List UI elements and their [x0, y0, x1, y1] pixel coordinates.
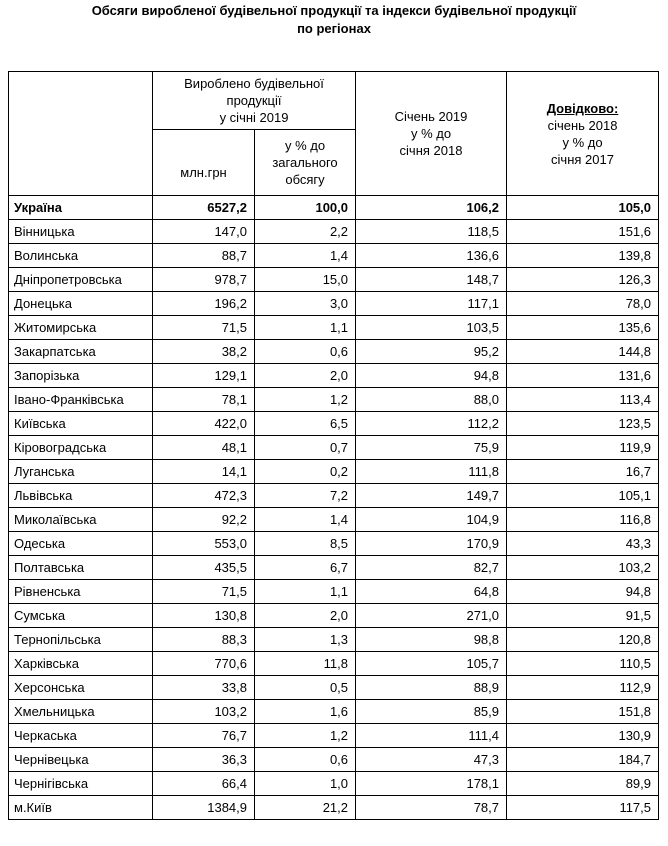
table-row — [9, 340, 659, 364]
share-cell: 1,6 — [255, 700, 356, 724]
mln-cell: 76,7 — [153, 724, 255, 748]
mln-cell: 66,4 — [153, 772, 255, 796]
jan2019-cell: 95,2 — [356, 340, 507, 364]
region-cell: Харківська — [9, 652, 153, 676]
jan2019-cell: 98,8 — [356, 628, 507, 652]
mln-cell: 88,7 — [153, 244, 255, 268]
reference-cell: 139,8 — [507, 244, 659, 268]
jan2019-cell: 47,3 — [356, 748, 507, 772]
table-row — [9, 628, 659, 652]
mln-cell: 92,2 — [153, 508, 255, 532]
reference-cell: 43,3 — [507, 532, 659, 556]
reference-cell: 131,6 — [507, 364, 659, 388]
mln-cell: 6527,2 — [153, 196, 255, 220]
mln-cell: 1384,9 — [153, 796, 255, 820]
share-cell: 0,6 — [255, 748, 356, 772]
table-row — [9, 556, 659, 580]
region-cell: Рівненська — [9, 580, 153, 604]
mln-cell: 103,2 — [153, 700, 255, 724]
table-row — [9, 652, 659, 676]
reference-cell: 103,2 — [507, 556, 659, 580]
share-cell: 0,5 — [255, 676, 356, 700]
table-row — [9, 244, 659, 268]
share-cell: 1,3 — [255, 628, 356, 652]
share-cell: 2,0 — [255, 604, 356, 628]
mln-cell: 48,1 — [153, 436, 255, 460]
jan2019-cell: 75,9 — [356, 436, 507, 460]
jan2019-cell: 105,7 — [356, 652, 507, 676]
region-cell: Сумська — [9, 604, 153, 628]
table-row — [9, 388, 659, 412]
mln-cell: 88,3 — [153, 628, 255, 652]
region-cell: Донецька — [9, 292, 153, 316]
share-cell: 2,0 — [255, 364, 356, 388]
jan2019-cell: 64,8 — [356, 580, 507, 604]
table-row — [9, 580, 659, 604]
share-cell: 8,5 — [255, 532, 356, 556]
table-row — [9, 532, 659, 556]
reference-cell: 16,7 — [507, 460, 659, 484]
jan2019-cell: 103,5 — [356, 316, 507, 340]
reference-cell: 126,3 — [507, 268, 659, 292]
share-cell: 0,7 — [255, 436, 356, 460]
title-line-1: Обсяги виробленої будівельної продукції та індекси будівельної продукції — [91, 3, 577, 18]
reference-cell: 94,8 — [507, 580, 659, 604]
reference-cell: 123,5 — [507, 412, 659, 436]
reference-cell: 78,0 — [507, 292, 659, 316]
share-cell: 1,0 — [255, 772, 356, 796]
region-cell: Запорізька — [9, 364, 153, 388]
table-row — [9, 460, 659, 484]
reference-cell: 151,8 — [507, 700, 659, 724]
mln-cell: 553,0 — [153, 532, 255, 556]
jan2019-cell: 88,9 — [356, 676, 507, 700]
reference-cell: 116,8 — [507, 508, 659, 532]
jan2019-cell: 85,9 — [356, 700, 507, 724]
mln-cell: 71,5 — [153, 316, 255, 340]
region-cell: Львівська — [9, 484, 153, 508]
region-cell: Кіровоградська — [9, 436, 153, 460]
region-cell: Черкаська — [9, 724, 153, 748]
table-row — [9, 436, 659, 460]
jan2019-cell: 111,4 — [356, 724, 507, 748]
jan2019-cell: 111,8 — [356, 460, 507, 484]
table-body — [9, 196, 659, 820]
jan2019-cell: 117,1 — [356, 292, 507, 316]
table-row — [9, 748, 659, 772]
mln-cell: 78,1 — [153, 388, 255, 412]
share-cell: 0,6 — [255, 340, 356, 364]
table-row — [9, 484, 659, 508]
table-row — [9, 412, 659, 436]
table-row — [9, 316, 659, 340]
table-row — [9, 268, 659, 292]
share-cell: 2,2 — [255, 220, 356, 244]
share-cell: 1,1 — [255, 316, 356, 340]
share-cell: 1,1 — [255, 580, 356, 604]
jan2019-cell: 94,8 — [356, 364, 507, 388]
mln-cell: 435,5 — [153, 556, 255, 580]
mln-cell: 38,2 — [153, 340, 255, 364]
share-cell: 21,2 — [255, 796, 356, 820]
region-cell: Полтавська — [9, 556, 153, 580]
jan2019-cell: 178,1 — [356, 772, 507, 796]
region-cell: Закарпатська — [9, 340, 153, 364]
jan2019-cell: 112,2 — [356, 412, 507, 436]
reference-cell: 110,5 — [507, 652, 659, 676]
jan2019-cell: 170,9 — [356, 532, 507, 556]
share-cell: 100,0 — [255, 196, 356, 220]
jan2019-cell: 104,9 — [356, 508, 507, 532]
reference-cell: 130,9 — [507, 724, 659, 748]
table-row — [9, 364, 659, 388]
table-row — [9, 700, 659, 724]
region-cell: Івано-Франківська — [9, 388, 153, 412]
produced-group-header: Вироблено будівельної продукції у січні 2019 — [153, 72, 356, 130]
jan2019-cell: 148,7 — [356, 268, 507, 292]
mln-cell: 770,6 — [153, 652, 255, 676]
share-cell: 15,0 — [255, 268, 356, 292]
page-title — [0, 2, 668, 38]
regional-construction-table — [8, 71, 659, 820]
mln-cell: 130,8 — [153, 604, 255, 628]
mln-cell: 196,2 — [153, 292, 255, 316]
region-cell: Чернігівська — [9, 772, 153, 796]
reference-header: Довідково: січень 2018 у % до січня 2017 — [507, 72, 659, 196]
jan2019-cell: 106,2 — [356, 196, 507, 220]
region-header-cell — [9, 72, 153, 196]
reference-cell: 120,8 — [507, 628, 659, 652]
reference-cell: 113,4 — [507, 388, 659, 412]
region-cell: Луганська — [9, 460, 153, 484]
mln-cell: 147,0 — [153, 220, 255, 244]
region-cell: Дніпропетровська — [9, 268, 153, 292]
region-cell: Вінницька — [9, 220, 153, 244]
region-cell: Одеська — [9, 532, 153, 556]
share-cell: 1,2 — [255, 388, 356, 412]
reference-cell: 117,5 — [507, 796, 659, 820]
region-cell: Хмельницька — [9, 700, 153, 724]
reference-cell: 105,1 — [507, 484, 659, 508]
reference-cell: 89,9 — [507, 772, 659, 796]
mln-cell: 33,8 — [153, 676, 255, 700]
title-line-2: по регіонах — [297, 21, 371, 36]
reference-cell: 151,6 — [507, 220, 659, 244]
reference-cell: 144,8 — [507, 340, 659, 364]
share-cell: 6,5 — [255, 412, 356, 436]
share-cell: 7,2 — [255, 484, 356, 508]
jan2019-cell: 149,7 — [356, 484, 507, 508]
mln-header: млн.грн — [153, 130, 255, 196]
jan2019-cell: 78,7 — [356, 796, 507, 820]
mln-cell: 71,5 — [153, 580, 255, 604]
reference-cell: 91,5 — [507, 604, 659, 628]
mln-cell: 978,7 — [153, 268, 255, 292]
region-cell: Чернівецька — [9, 748, 153, 772]
share-cell: 6,7 — [255, 556, 356, 580]
table-row — [9, 604, 659, 628]
table-row — [9, 796, 659, 820]
region-cell: м.Київ — [9, 796, 153, 820]
reference-cell: 135,6 — [507, 316, 659, 340]
region-cell: Київська — [9, 412, 153, 436]
region-cell: Волинська — [9, 244, 153, 268]
table-row — [9, 292, 659, 316]
jan2019-cell: 118,5 — [356, 220, 507, 244]
table-row — [9, 676, 659, 700]
reference-cell: 105,0 — [507, 196, 659, 220]
share-header: у % до загального обсягу — [255, 130, 356, 196]
share-cell: 1,4 — [255, 244, 356, 268]
reference-cell: 112,9 — [507, 676, 659, 700]
region-cell: Україна — [9, 196, 153, 220]
region-cell: Миколаївська — [9, 508, 153, 532]
table-row — [9, 220, 659, 244]
mln-cell: 36,3 — [153, 748, 255, 772]
table-row — [9, 724, 659, 748]
mln-cell: 14,1 — [153, 460, 255, 484]
share-cell: 11,8 — [255, 652, 356, 676]
share-cell: 0,2 — [255, 460, 356, 484]
jan2019-cell: 82,7 — [356, 556, 507, 580]
reference-cell: 184,7 — [507, 748, 659, 772]
region-cell: Житомирська — [9, 316, 153, 340]
share-cell: 1,2 — [255, 724, 356, 748]
share-cell: 1,4 — [255, 508, 356, 532]
jan2019-cell: 271,0 — [356, 604, 507, 628]
jan2019-cell: 136,6 — [356, 244, 507, 268]
table-row — [9, 508, 659, 532]
table-row — [9, 772, 659, 796]
mln-cell: 422,0 — [153, 412, 255, 436]
share-cell: 3,0 — [255, 292, 356, 316]
reference-cell: 119,9 — [507, 436, 659, 460]
region-cell: Херсонська — [9, 676, 153, 700]
region-cell: Тернопільська — [9, 628, 153, 652]
jan2019-cell: 88,0 — [356, 388, 507, 412]
mln-cell: 129,1 — [153, 364, 255, 388]
jan2019-header: Січень 2019 у % до січня 2018 — [356, 72, 507, 196]
mln-cell: 472,3 — [153, 484, 255, 508]
table-row — [9, 196, 659, 220]
